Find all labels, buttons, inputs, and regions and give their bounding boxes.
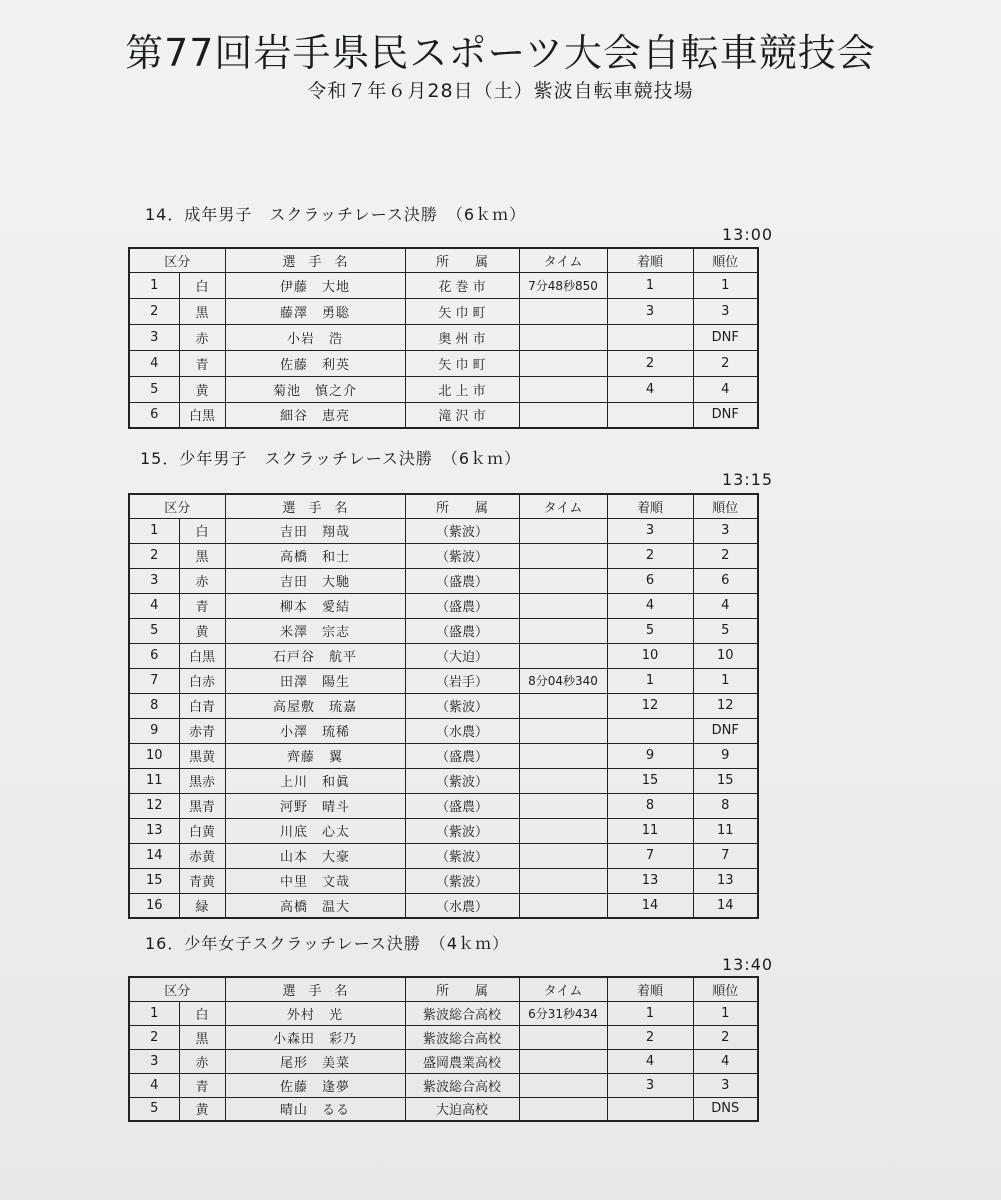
row-finish-order: 3 (607, 518, 693, 543)
row-color: 青 (179, 350, 225, 376)
row-name: 田澤 陽生 (225, 668, 405, 693)
row-number: 6 (129, 402, 179, 428)
row-color: 青黄 (179, 868, 225, 893)
row-color: 黒 (179, 1025, 225, 1049)
row-name: 小森田 彩乃 (225, 1025, 405, 1049)
row-number: 3 (129, 568, 179, 593)
row-name: 吉田 翔哉 (225, 518, 405, 543)
row-team: 紫波総合高校 (405, 1001, 519, 1025)
header-category: 区分 (129, 494, 225, 518)
row-rank: 15 (693, 768, 758, 793)
row-color: 赤 (179, 324, 225, 350)
row-number: 3 (129, 324, 179, 350)
row-finish-order: 4 (607, 1049, 693, 1073)
row-number: 1 (129, 1001, 179, 1025)
row-finish-order: 3 (607, 298, 693, 324)
row-number: 5 (129, 618, 179, 643)
row-rank: 9 (693, 743, 758, 768)
header-name: 選 手 名 (225, 248, 405, 272)
row-time (519, 868, 607, 893)
table-row (129, 868, 758, 893)
row-number: 4 (129, 593, 179, 618)
row-time (519, 543, 607, 568)
row-name: 山本 大豪 (225, 843, 405, 868)
row-color: 黒黄 (179, 743, 225, 768)
row-time (519, 793, 607, 818)
header-team: 所 属 (405, 494, 519, 518)
table-row (129, 350, 758, 376)
row-rank: 14 (693, 893, 758, 918)
row-number: 6 (129, 643, 179, 668)
row-time (519, 1025, 607, 1049)
race-15-table (128, 493, 759, 919)
row-team: （水農） (405, 718, 519, 743)
header-time: タイム (519, 248, 607, 272)
header-order: 着順 (607, 494, 693, 518)
row-color: 黄 (179, 376, 225, 402)
header-team: 所 属 (405, 977, 519, 1001)
row-rank: 3 (693, 298, 758, 324)
row-time (519, 643, 607, 668)
row-number: 1 (129, 518, 179, 543)
race-14-start-time: 13:00 (722, 225, 774, 244)
row-finish-order: 12 (607, 693, 693, 718)
row-number: 2 (129, 298, 179, 324)
row-team: 奥 州 市 (405, 324, 519, 350)
row-finish-order: 6 (607, 568, 693, 593)
row-color: 赤青 (179, 718, 225, 743)
table-header-row (129, 248, 758, 272)
row-rank: 12 (693, 693, 758, 718)
header-time: タイム (519, 494, 607, 518)
table-row (129, 376, 758, 402)
row-color: 青 (179, 1073, 225, 1097)
row-color: 白 (179, 518, 225, 543)
row-color: 黒青 (179, 793, 225, 818)
row-time (519, 818, 607, 843)
table-row (129, 893, 758, 918)
row-number: 2 (129, 543, 179, 568)
row-name: 石戸谷 航平 (225, 643, 405, 668)
row-name: 高橋 温大 (225, 893, 405, 918)
table-row (129, 298, 758, 324)
row-rank: 7 (693, 843, 758, 868)
row-name: 晴山 るる (225, 1097, 405, 1121)
row-name: 柳本 愛結 (225, 593, 405, 618)
table-row (129, 743, 758, 768)
row-number: 15 (129, 868, 179, 893)
row-number: 9 (129, 718, 179, 743)
row-rank: 1 (693, 1001, 758, 1025)
row-team: （紫波） (405, 818, 519, 843)
table-row (129, 818, 758, 843)
table-header-row (129, 977, 758, 1001)
row-time (519, 350, 607, 376)
table-row (129, 1049, 758, 1073)
row-number: 2 (129, 1025, 179, 1049)
row-name: 伊藤 大地 (225, 272, 405, 298)
row-time: 6分31秒434 (519, 1001, 607, 1025)
row-team: （紫波） (405, 543, 519, 568)
row-finish-order: 2 (607, 350, 693, 376)
row-color: 白 (179, 272, 225, 298)
row-team: （紫波） (405, 868, 519, 893)
row-name: 小岩 浩 (225, 324, 405, 350)
row-time (519, 593, 607, 618)
row-color: 白黒 (179, 402, 225, 428)
row-finish-order: 1 (607, 272, 693, 298)
row-name: 河野 晴斗 (225, 793, 405, 818)
page-title: 第77回岩手県民スポーツ大会自転車競技会 (125, 31, 876, 75)
row-finish-order (607, 324, 693, 350)
header-category: 区分 (129, 977, 225, 1001)
row-number: 11 (129, 768, 179, 793)
race-14-table (128, 247, 759, 429)
row-time (519, 298, 607, 324)
row-name: 高屋敷 琉嘉 (225, 693, 405, 718)
row-color: 白黄 (179, 818, 225, 843)
row-team: 北 上 市 (405, 376, 519, 402)
row-rank: 2 (693, 543, 758, 568)
table-row (129, 402, 758, 428)
row-time (519, 768, 607, 793)
row-team: （岩手） (405, 668, 519, 693)
race-16-table (128, 976, 759, 1122)
row-time (519, 1097, 607, 1121)
row-name: 佐藤 利英 (225, 350, 405, 376)
row-time: 7分48秒850 (519, 272, 607, 298)
row-time (519, 324, 607, 350)
row-rank: 10 (693, 643, 758, 668)
row-name: 佐藤 逢夢 (225, 1073, 405, 1097)
row-finish-order: 11 (607, 818, 693, 843)
row-finish-order (607, 718, 693, 743)
race-15-heading: 15．少年男子 スクラッチレース決勝 （6ｋｍ） (140, 449, 522, 468)
race-16-rows (129, 1001, 758, 1121)
row-time (519, 518, 607, 543)
row-name: 細谷 恵亮 (225, 402, 405, 428)
row-number: 7 (129, 668, 179, 693)
row-time (519, 618, 607, 643)
row-finish-order: 2 (607, 543, 693, 568)
row-rank: 4 (693, 1049, 758, 1073)
row-time (519, 693, 607, 718)
row-rank: 3 (693, 518, 758, 543)
table-row (129, 568, 758, 593)
row-color: 黒 (179, 298, 225, 324)
table-row (129, 593, 758, 618)
row-finish-order: 7 (607, 843, 693, 868)
row-rank: DNF (693, 718, 758, 743)
row-rank: DNS (693, 1097, 758, 1121)
row-name: 小澤 琉稀 (225, 718, 405, 743)
row-color: 白青 (179, 693, 225, 718)
row-rank: DNF (693, 402, 758, 428)
table-row (129, 1001, 758, 1025)
row-team: 矢 巾 町 (405, 350, 519, 376)
table-row (129, 1097, 758, 1121)
row-color: 黒赤 (179, 768, 225, 793)
row-finish-order: 1 (607, 668, 693, 693)
row-rank: 1 (693, 272, 758, 298)
row-finish-order: 4 (607, 593, 693, 618)
table-row (129, 518, 758, 543)
row-number: 8 (129, 693, 179, 718)
row-name: 米澤 宗志 (225, 618, 405, 643)
row-rank: 1 (693, 668, 758, 693)
race-15-start-time: 13:15 (722, 470, 774, 489)
row-finish-order: 5 (607, 618, 693, 643)
header-rank: 順位 (693, 494, 758, 518)
row-finish-order: 2 (607, 1025, 693, 1049)
row-color: 白赤 (179, 668, 225, 693)
row-team: （大迫） (405, 643, 519, 668)
row-finish-order: 1 (607, 1001, 693, 1025)
row-time (519, 843, 607, 868)
row-team: 紫波総合高校 (405, 1025, 519, 1049)
row-time: 8分04秒340 (519, 668, 607, 693)
row-rank: 11 (693, 818, 758, 843)
row-rank: 4 (693, 593, 758, 618)
row-number: 12 (129, 793, 179, 818)
row-team: （盛農） (405, 793, 519, 818)
table-row (129, 668, 758, 693)
row-number: 4 (129, 350, 179, 376)
row-number: 1 (129, 272, 179, 298)
header-team: 所 属 (405, 248, 519, 272)
race-16-heading: 16．少年女子スクラッチレース決勝 （4ｋｍ） (145, 934, 510, 953)
row-finish-order: 13 (607, 868, 693, 893)
table-header-row (129, 494, 758, 518)
table-row (129, 272, 758, 298)
row-time (519, 376, 607, 402)
row-name: 川底 心太 (225, 818, 405, 843)
table-row (129, 1073, 758, 1097)
table-row (129, 693, 758, 718)
row-name: 藤澤 勇聡 (225, 298, 405, 324)
row-finish-order: 4 (607, 376, 693, 402)
row-team: 紫波総合高校 (405, 1073, 519, 1097)
row-number: 16 (129, 893, 179, 918)
row-name: 吉田 大馳 (225, 568, 405, 593)
row-finish-order (607, 402, 693, 428)
row-name: 中里 文哉 (225, 868, 405, 893)
header-order: 着順 (607, 248, 693, 272)
row-team: 花 巻 市 (405, 272, 519, 298)
table-row (129, 618, 758, 643)
row-team: 大迫高校 (405, 1097, 519, 1121)
row-team: （盛農） (405, 568, 519, 593)
row-rank: 5 (693, 618, 758, 643)
row-time (519, 1049, 607, 1073)
row-team: （紫波） (405, 843, 519, 868)
row-team: （水農） (405, 893, 519, 918)
header-order: 着順 (607, 977, 693, 1001)
row-finish-order: 14 (607, 893, 693, 918)
row-finish-order: 15 (607, 768, 693, 793)
row-rank: 3 (693, 1073, 758, 1097)
row-finish-order (607, 1097, 693, 1121)
row-number: 4 (129, 1073, 179, 1097)
race-14-rows (129, 272, 758, 428)
header-name: 選 手 名 (225, 977, 405, 1001)
row-time (519, 1073, 607, 1097)
row-time (519, 743, 607, 768)
table-row (129, 643, 758, 668)
row-number: 13 (129, 818, 179, 843)
race-16-start-time: 13:40 (722, 955, 774, 974)
row-color: 赤 (179, 1049, 225, 1073)
row-team: （盛農） (405, 618, 519, 643)
row-finish-order: 8 (607, 793, 693, 818)
row-team: （盛農） (405, 593, 519, 618)
row-color: 白黒 (179, 643, 225, 668)
row-color: 青 (179, 593, 225, 618)
row-number: 10 (129, 743, 179, 768)
row-color: 赤 (179, 568, 225, 593)
table-row (129, 1025, 758, 1049)
row-finish-order: 10 (607, 643, 693, 668)
row-team: （紫波） (405, 518, 519, 543)
row-rank: 2 (693, 350, 758, 376)
row-name: 尾形 美菜 (225, 1049, 405, 1073)
row-color: 白 (179, 1001, 225, 1025)
page-subtitle: 令和７年６月28日（土）紫波自転車競技場 (307, 80, 694, 102)
row-rank: 8 (693, 793, 758, 818)
table-row (129, 768, 758, 793)
header-name: 選 手 名 (225, 494, 405, 518)
row-time (519, 402, 607, 428)
row-name: 高橋 和士 (225, 543, 405, 568)
row-team: 盛岡農業高校 (405, 1049, 519, 1073)
row-finish-order: 3 (607, 1073, 693, 1097)
row-number: 5 (129, 376, 179, 402)
table-row (129, 718, 758, 743)
row-color: 緑 (179, 893, 225, 918)
row-team: 矢 巾 町 (405, 298, 519, 324)
table-row (129, 843, 758, 868)
row-number: 14 (129, 843, 179, 868)
header-rank: 順位 (693, 977, 758, 1001)
header-rank: 順位 (693, 248, 758, 272)
row-color: 黒 (179, 543, 225, 568)
row-color: 赤黄 (179, 843, 225, 868)
table-row (129, 324, 758, 350)
row-name: 菊池 慎之介 (225, 376, 405, 402)
row-number: 3 (129, 1049, 179, 1073)
row-finish-order: 9 (607, 743, 693, 768)
row-time (519, 568, 607, 593)
row-team: 滝 沢 市 (405, 402, 519, 428)
row-name: 齊藤 翼 (225, 743, 405, 768)
row-rank: 13 (693, 868, 758, 893)
row-team: （紫波） (405, 693, 519, 718)
row-time (519, 893, 607, 918)
row-rank: 4 (693, 376, 758, 402)
row-number: 5 (129, 1097, 179, 1121)
row-team: （盛農） (405, 743, 519, 768)
row-rank: 2 (693, 1025, 758, 1049)
row-rank: DNF (693, 324, 758, 350)
row-team: （紫波） (405, 768, 519, 793)
row-color: 黄 (179, 618, 225, 643)
table-row (129, 793, 758, 818)
row-rank: 6 (693, 568, 758, 593)
row-name: 上川 和眞 (225, 768, 405, 793)
row-color: 黄 (179, 1097, 225, 1121)
table-row (129, 543, 758, 568)
header-category: 区分 (129, 248, 225, 272)
row-time (519, 718, 607, 743)
race-15-rows (129, 518, 758, 918)
header-time: タイム (519, 977, 607, 1001)
row-name: 外村 光 (225, 1001, 405, 1025)
race-14-heading: 14．成年男子 スクラッチレース決勝 （6ｋｍ） (145, 205, 527, 224)
